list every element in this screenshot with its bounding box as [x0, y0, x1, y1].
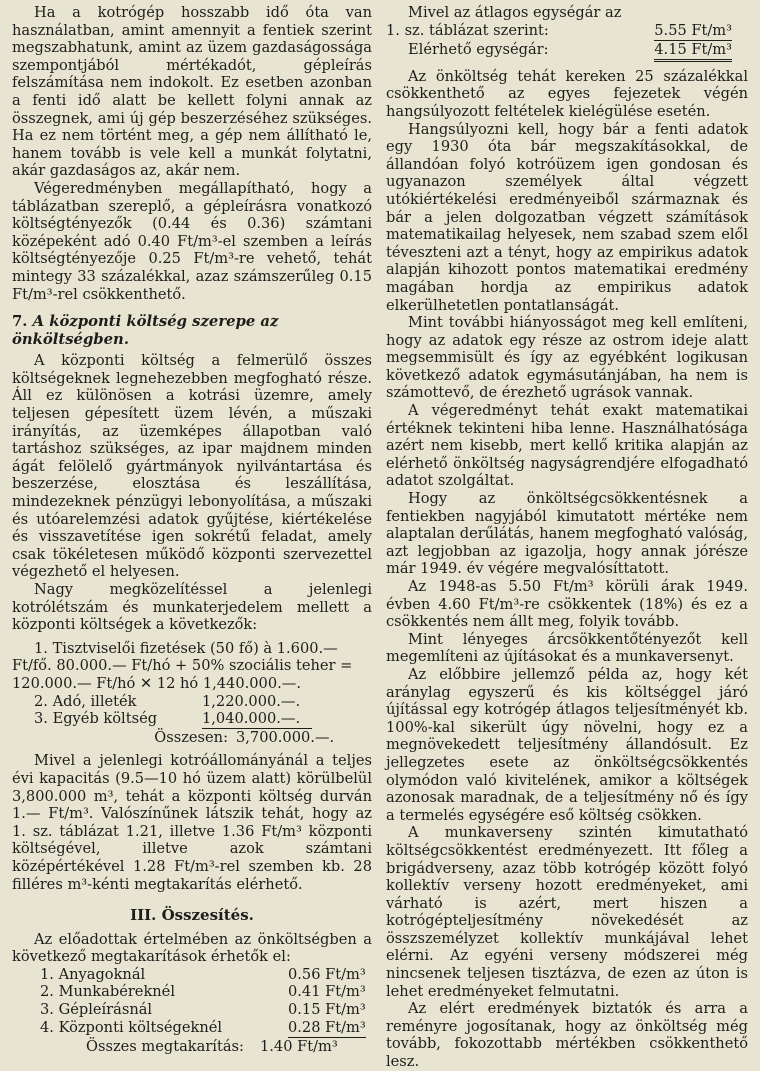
cost-value: 1,040.000.—. — [202, 710, 301, 728]
cost-total-label: Összesen: — [154, 728, 228, 746]
right-column — [386, 4, 748, 1071]
cost-total-value: 3,700.000.—. — [236, 728, 335, 746]
paragraph: Végeredményben megállapítható, hogy a táblázatban szereplő, a gépleírásra vonatkozó költségtényezők (0.44 és 0.36) számtani középeként adó 0.40 Ft/m³-el szemben a leírás költségtényezője 0.25 Ft/m³-re vehető, tehát mintegy 33 százalékkal, azaz számszerűleg 0.15 Ft/m³-rel csökkenthető. — [12, 179, 372, 303]
cost-label: 3. Egyéb költség — [34, 710, 158, 728]
savings-label: 2. Munkabéreknél — [40, 983, 175, 1001]
savings-label: 3. Gépleírásnál — [40, 1001, 153, 1019]
unit-price-row — [386, 22, 748, 42]
savings-value: 0.41 Ft/m³ — [288, 983, 366, 1001]
cost-formula-line: 1. Tisztviselői fizetések (50 fő) à 1.600.— — [34, 639, 338, 657]
paragraph: A központi költség a felmerülő összes költségeknek legnehezebben megfogható része. Áll ez különösen a kotrási üzemre, amely teljesen gépesített üzem lévén, a műszaki irányítás, az üzemképes állapotban való tartáshoz szükséges, az ipar majdnem minden ágát felölelő gyártmányok nyilvántartása és beszerzése, elosztása és leszállítása, mindezeknek pénzügyi lebonyolítása, a műszaki és utóarelemzési adatok gyűjtése, kiértékelése és visszavetítése igen sokrétű feladat, amely csak tökéletesen működő központi szervezettel végezhető el helyesen. — [12, 352, 372, 581]
paragraph: Nagy megközelítéssel a jelenlegi kotrólétszám és munkaterjedelem mellett a központi költségek a következők: — [12, 581, 372, 634]
paragraph: Az 1948-as 5.50 Ft/m³ körüli árak 1949. évben 4.60 Ft/m³-re csökkentek (18%) és ez a csökkentés nem állt meg, folyik tovább. — [386, 578, 748, 631]
savings-item — [12, 1001, 372, 1019]
paragraph: Hogy az önköltségcsökkentésnek a fentiekben nagyjából kimutatott mértéke nem alaptalan derűlátás, hanem megfogható valóság, azt legjobban az igazolja, hogy annak jórésze már 1949. év végére megvalósíttatott. — [386, 490, 748, 578]
cost-formula-line: 120.000.— Ft/hó ✕ 12 hó 1,440.000.—. — [12, 674, 301, 692]
unit-price-summary — [386, 4, 748, 62]
paragraph: Az önköltség tehát kereken 25 százalékkal csökkenthető az egyes fejezetek végén hangsúlyozott feltételek kielégülése esetén. — [386, 67, 748, 120]
cost-item-2 — [12, 693, 372, 711]
savings-item — [12, 1019, 372, 1039]
cost-formula-line: Ft/fő. 80.000.— Ft/hó + 50% szociális teher = — [12, 657, 353, 675]
paragraph: A munkaverseny szintén kimutatható költségcsökkentést eredményezett. Itt főleg a brigádverseny, azaz több kotrógép között folyó kollektív verseny hozott eredményeket, ami várható is azért, mert hiszen a kotrógépteljesítmény növekedését az összszemélyzet kollektív munkájával lehet elérni. Az egyéni verseny módszerei még nincsenek teljesen tisztázva, de ezen az úton is lehet eredményeket felmutatni. — [386, 824, 748, 1000]
unit-price-value: 4.15 Ft/m³ — [654, 41, 732, 62]
savings-value: 0.56 Ft/m³ — [288, 965, 366, 983]
savings-item — [12, 966, 372, 984]
section-heading-7 — [12, 313, 372, 348]
paragraph: Az előadottak értelmében az önköltségben a következő megtakarítások érhetők el: — [12, 930, 372, 966]
paragraph: Mivel a jelenlegi kotróállományánál a teljes évi kapacitás (9.5—10 hó üzem alatt) körülbelül 3,800.000 m³, tehát a központi költség durván 1.— Ft/m³. Valószínűnek látszik tehát, hogy az 1. sz. táblázat 1.21, illetve 1.36 Ft/m³ központi költségével, illetve azok számtani középértékével 1.28 Ft/m³-rel szemben kb. 28 filléres m³-kénti megtakarítás elérhető. — [12, 752, 372, 893]
cost-item-3 — [12, 710, 372, 728]
paragraph: Mint lényeges árcsökkentőtényezőt kell megemlíteni az újításokat és a munkaversenyt. — [386, 630, 748, 666]
cost-label: 2. Adó, illeték — [34, 692, 137, 710]
cost-list — [12, 640, 372, 747]
savings-item — [12, 983, 372, 1001]
paragraph: Hangsúlyozni kell, hogy bár a fenti adatok egy 1930 óta bár megszakításokkal, de állandóan folyó kotróüzem igen gondosan és ugyanazon személyek által végzett utókiértékelési eredményeiből származnak és bár a jelen dolgozatban végzett számítások matematikailag helyesek, nem szabad szem elől téveszteni azt a tényt, hogy az empirikus adatok alapján kihozott pontos matematikai eredmény magában hordja az empirikus adatok elkerülhetetlen pontatlanságát. — [386, 120, 748, 314]
unit-price-value: 5.55 Ft/m³ — [654, 22, 732, 42]
paragraph: Az elért eredmények biztatók és arra a reményre jogosítanak, hogy az önköltség még tovább, fokozottabb mértékben csökkenthető lesz. — [386, 1000, 748, 1071]
savings-total-value: 1.40 Ft/m³ — [260, 1038, 338, 1056]
unit-price-label: Elérhető egységár: — [408, 41, 549, 59]
cost-item-1 — [12, 640, 372, 658]
cost-value: 1,220.000.—. — [202, 692, 301, 710]
savings-list — [12, 966, 372, 1056]
section-number: 7. — [12, 313, 28, 331]
paragraph: A végeredményt tehát exakt matematikai értéknek tekinteni hiba lenne. Használhatósága azért nem kisebb, mert kellő kritika alapján az elérhető önköltség nagyságrendjére elfogadható adatot szolgáltat. — [386, 402, 748, 490]
unit-price-intro: Mivel az átlagos egységár az — [408, 4, 622, 21]
section-heading-3: III. Összesítés. — [130, 906, 254, 925]
unit-price-label: 1. sz. táblázat szerint: — [386, 21, 549, 39]
paragraph: Mint további hiányosságot meg kell említeni, hogy az adatok egy része az ostrom ideje alatt megsemmisült és így az egyébként logikusan következő adatok egymásutánjában, ha nem is számottevő, de érezhető ugrások vannak. — [386, 314, 748, 402]
cost-total — [12, 729, 372, 747]
paragraph: Ha a kotrógép hosszabb idő óta van használatban, amint amennyit a fentiek szerint megszabhatunk, amint az üzem gazdaságossága szempontjából mértékadót, gépleírás felszámítása nem indokolt. Ez esetben azonban a fenti idő alatt be kellett folyni annak az összegnek, ami új gép beszerzéséhez szükséges. Ha ez nem történt meg, a gép nem állítható le, hanem tovább is vele kell a munkát folytatni, akár gazdaságos az, akár nem. — [12, 4, 372, 180]
left-column — [12, 4, 372, 1056]
paragraph: Az előbbire jellemző példa az, hogy két aránylag egyszerű és kis költséggel járó újítással egy kotrógép átlagos teljesítményét kb. 100%-kal sikerült úgy növelni, hogy ez a megnövekedett teljesítmény állandósult. Ez jellegzetes esete az önköltségcsökkentés olymódon való kivitelének, amikor a költségek azonosak maradnak, de a teljesítmény nő és így a termelés egységére eső költség csökken. — [386, 665, 748, 824]
savings-total — [12, 1038, 372, 1056]
savings-value: 0.28 Ft/m³ — [288, 1019, 366, 1039]
savings-value: 0.15 Ft/m³ — [288, 1001, 366, 1019]
savings-total-label: Összes megtakarítás: — [86, 1038, 244, 1056]
section-title: A központi költség szerepe az önköltségben. — [12, 313, 279, 348]
savings-label: 4. Központi költségeknél — [40, 1018, 223, 1036]
unit-price-row — [386, 41, 748, 62]
savings-label: 1. Anyagoknál — [40, 965, 146, 983]
